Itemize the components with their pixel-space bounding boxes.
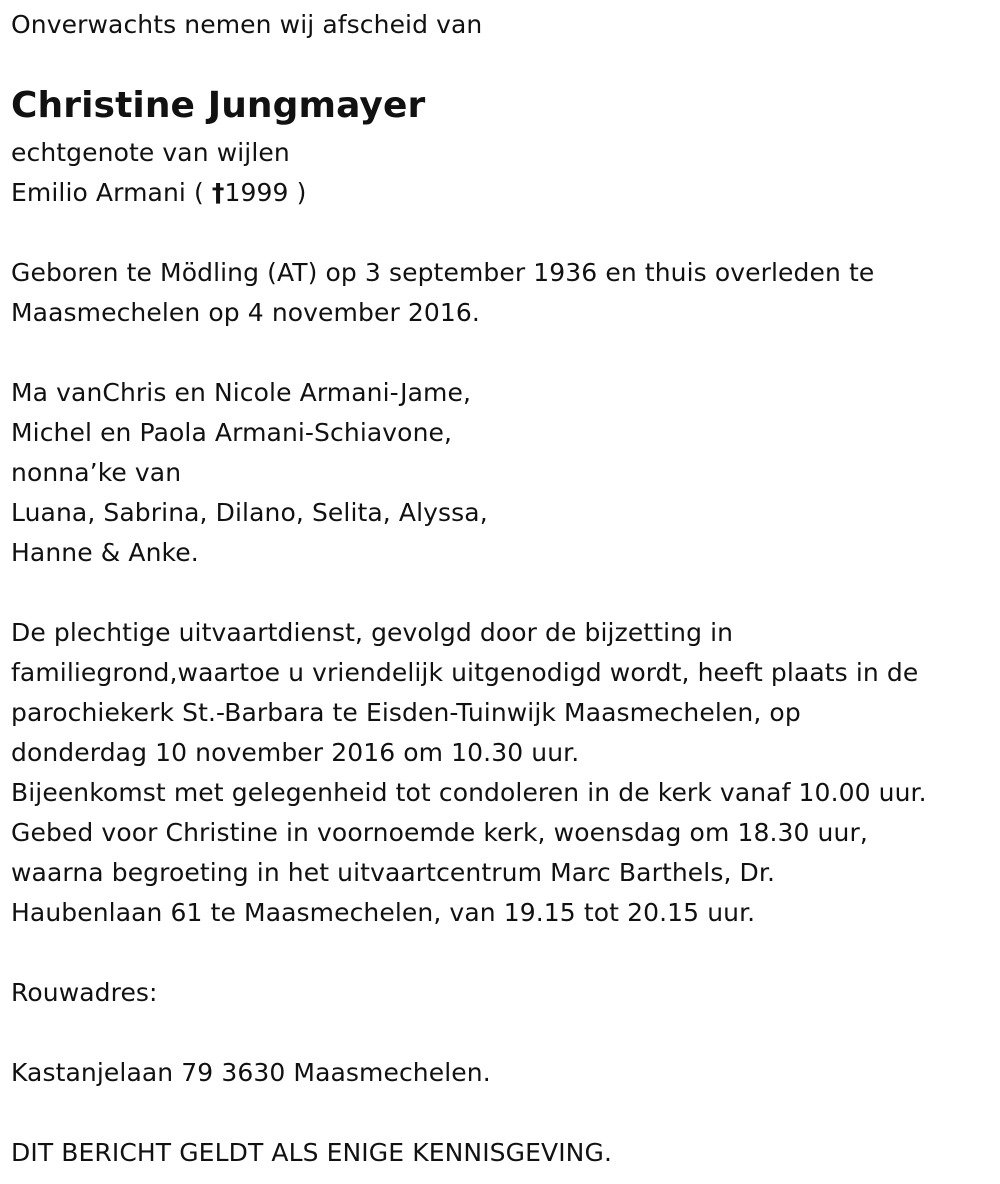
intro-text: Onverwachts nemen wij afscheid van [11,10,483,39]
deceased-name: Christine Jungmayer [11,85,426,126]
family-line-1: Ma vanChris en Nicole Armani-Jame, [11,378,472,407]
cross-icon: † [211,178,225,207]
service-line-2: familiegrond,waartoe u vriendelijk uitgenodigd wordt, heeft plaats in de [11,658,919,687]
birth-death-line-1: Geboren te Mödling (AT) op 3 september 1936 en thuis overleden te [11,258,875,287]
family-line-4: Luana, Sabrina, Dilano, Selita, Alyssa, [11,498,488,527]
spouse-name-prefix: Emilio Armani ( [11,178,204,207]
family-line-3: nonna’ke van [11,458,182,487]
service-line-4: donderdag 10 november 2016 om 10.30 uur. [11,738,580,767]
service-line-6: Gebed voor Christine in voornoemde kerk, woensdag om 18.30 uur, [11,818,868,847]
family-line-5: Hanne & Anke. [11,538,199,567]
service-line-1: De plechtige uitvaartdienst, gevolgd door de bijzetting in [11,618,734,647]
spouse-line-2 [11,178,306,208]
spouse-death-year: 1999 ) [224,178,307,207]
address-text: Kastanjelaan 79 3630 Maasmechelen. [11,1058,491,1087]
notice-text: DIT BERICHT GELDT ALS ENIGE KENNISGEVING. [11,1138,612,1167]
service-line-7: waarna begroeting in het uitvaartcentrum Marc Barthels, Dr. [11,858,776,887]
service-line-5: Bijeenkomst met gelegenheid tot condoleren in de kerk vanaf 10.00 uur. [11,778,927,807]
address-label: Rouwadres: [11,978,158,1007]
birth-death-line-2: Maasmechelen op 4 november 2016. [11,298,480,327]
spouse-line-1: echtgenote van wijlen [11,138,290,167]
service-line-8: Haubenlaan 61 te Maasmechelen, van 19.15 tot 20.15 uur. [11,898,756,927]
service-line-3: parochiekerk St.-Barbara te Eisden-Tuinwijk Maasmechelen, op [11,698,801,727]
family-line-2: Michel en Paola Armani-Schiavone, [11,418,453,447]
